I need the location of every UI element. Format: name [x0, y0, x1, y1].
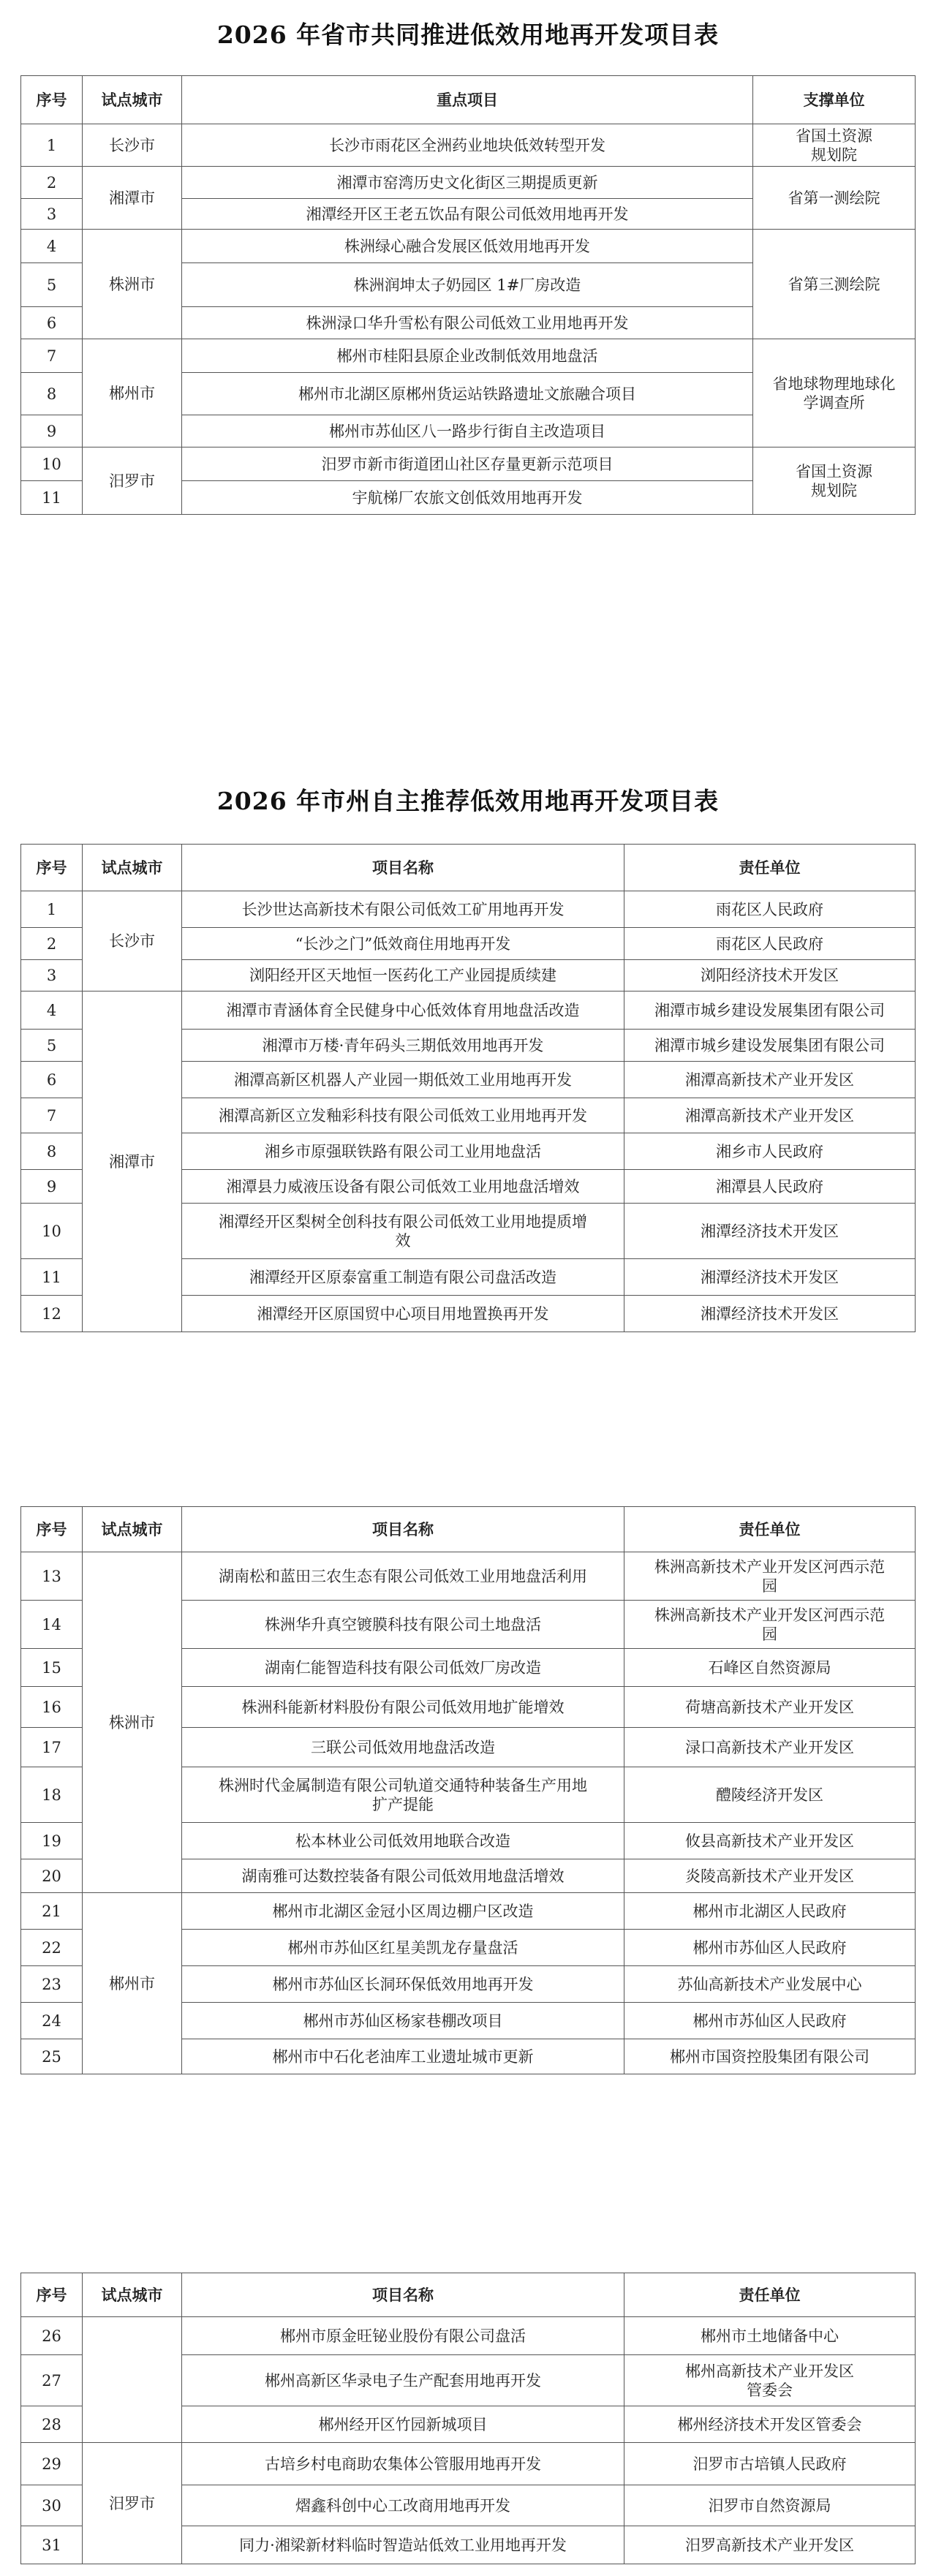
responsible-unit-cell: 湘乡市人民政府: [624, 1133, 916, 1170]
responsible-unit-cell: 郴州市土地储备中心: [624, 2317, 916, 2355]
project-name-cell: 长沙市雨花区全洲药业地块低效转型开发: [182, 124, 753, 167]
row-index: 11: [21, 1259, 83, 1296]
row-index: 1: [21, 124, 83, 167]
row-index: 21: [21, 1893, 83, 1930]
pilot-city-cell: 郴州市: [83, 339, 182, 447]
project-name-cell: 株洲时代金属制造有限公司轨道交通特种装备生产用地 扩产提能: [182, 1767, 624, 1823]
pilot-city-cell: 长沙市: [83, 891, 182, 992]
table2-title: 2026 年市州自主推荐低效用地再开发项目表: [216, 787, 720, 815]
row-index: 9: [21, 415, 83, 447]
row-index: 24: [21, 2003, 83, 2039]
row-index: 29: [21, 2443, 83, 2485]
table-row: [21, 124, 916, 167]
header-responsible-unit: 责任单位: [624, 2273, 916, 2317]
project-name-cell: 郴州市北湖区原郴州货运站铁路遗址文旅融合项目: [182, 373, 753, 415]
project-name-cell: 湘潭经开区原国贸中心项目用地置换再开发: [182, 1296, 624, 1332]
pilot-city-cell: 汨罗市: [83, 447, 182, 515]
row-index: 19: [21, 1823, 83, 1859]
project-name-cell: 松本林业公司低效用地联合改造: [182, 1823, 624, 1859]
row-index: 22: [21, 1930, 83, 1966]
responsible-unit-cell: 郴州高新技术产业开发区 管委会: [624, 2355, 916, 2406]
table-row: [21, 891, 916, 928]
city-recommended-table-part3: [20, 2273, 916, 2564]
project-name-cell: 株洲润坤太子奶园区 1#厂房改造: [182, 263, 753, 307]
row-index: 4: [21, 230, 83, 263]
header-index: 序号: [21, 1507, 83, 1552]
pilot-city-cell: 湘潭市: [83, 992, 182, 1332]
pilot-city-cell: [83, 2317, 182, 2443]
project-name-cell: 湘潭高新区机器人产业园一期低效工业用地再开发: [182, 1062, 624, 1098]
header-city: 试点城市: [83, 76, 182, 124]
project-name-cell: 郴州市苏仙区八一路步行街自主改造项目: [182, 415, 753, 447]
row-index: 1: [21, 891, 83, 928]
pilot-city-cell: 汨罗市: [83, 2443, 182, 2564]
pilot-city-cell: 湘潭市: [83, 167, 182, 230]
header-project-name: 项目名称: [182, 2273, 624, 2317]
row-index: 3: [21, 199, 83, 230]
table1-title: 2026 年省市共同推进低效用地再开发项目表: [216, 20, 720, 49]
row-index: 14: [21, 1601, 83, 1649]
project-name-cell: 郴州市苏仙区长洞环保低效用地再开发: [182, 1966, 624, 2003]
project-name-cell: 湘潭经开区梨树全创科技有限公司低效工业用地提质增 效: [182, 1204, 624, 1259]
responsible-unit-cell: 湘潭县人民政府: [624, 1170, 916, 1204]
project-name-cell: 郴州市苏仙区红星美凯龙存量盘活: [182, 1930, 624, 1966]
project-name-cell: 株洲科能新材料股份有限公司低效用地扩能增效: [182, 1687, 624, 1728]
table-row: [21, 2317, 916, 2355]
project-name-cell: 湘潭市青涵体育全民健身中心低效体育用地盘活改造: [182, 992, 624, 1030]
responsible-unit-cell: 湘潭经济技术开发区: [624, 1204, 916, 1259]
responsible-unit-cell: 雨花区人民政府: [624, 928, 916, 960]
table-row: [21, 1552, 916, 1601]
project-name-cell: 株洲华升真空镀膜科技有限公司土地盘活: [182, 1601, 624, 1649]
row-index: 8: [21, 373, 83, 415]
responsible-unit-cell: 湘潭高新技术产业开发区: [624, 1062, 916, 1098]
responsible-unit-cell: 郴州市苏仙区人民政府: [624, 1930, 916, 1966]
header-responsible-unit: 责任单位: [624, 845, 916, 891]
row-index: 2: [21, 928, 83, 960]
header-city: 试点城市: [83, 1507, 182, 1552]
row-index: 17: [21, 1728, 83, 1767]
responsible-unit-cell: 湘潭高新技术产业开发区: [624, 1098, 916, 1133]
city-recommended-table-part1: [20, 844, 916, 1332]
responsible-unit-cell: 醴陵经济开发区: [624, 1767, 916, 1823]
responsible-unit-cell: 汨罗高新技术产业开发区: [624, 2526, 916, 2564]
header-index: 序号: [21, 845, 83, 891]
row-index: 12: [21, 1296, 83, 1332]
project-name-cell: 宇航梯厂农旅文创低效用地再开发: [182, 481, 753, 515]
project-name-cell: 三联公司低效用地盘活改造: [182, 1728, 624, 1767]
row-index: 7: [21, 339, 83, 373]
project-name-cell: 汨罗市新市街道团山社区存量更新示范项目: [182, 447, 753, 481]
responsible-unit-cell: 郴州市北湖区人民政府: [624, 1893, 916, 1930]
project-name-cell: 古培乡村电商助农集体公管服用地再开发: [182, 2443, 624, 2485]
header-project-name: 项目名称: [182, 845, 624, 891]
responsible-unit-cell: 炎陵高新技术产业开发区: [624, 1859, 916, 1893]
project-name-cell: 湘潭市万楼·青年码头三期低效用地再开发: [182, 1030, 624, 1062]
project-name-cell: 郴州市北湖区金冠小区周边棚户区改造: [182, 1893, 624, 1930]
header-city: 试点城市: [83, 845, 182, 891]
responsible-unit-cell: 石峰区自然资源局: [624, 1649, 916, 1687]
row-index: 6: [21, 1062, 83, 1098]
header-responsible-unit: 责任单位: [624, 1507, 916, 1552]
responsible-unit-cell: 攸县高新技术产业开发区: [624, 1823, 916, 1859]
responsible-unit-cell: 湘潭经济技术开发区: [624, 1296, 916, 1332]
row-index: 18: [21, 1767, 83, 1823]
row-index: 11: [21, 481, 83, 515]
row-index: 7: [21, 1098, 83, 1133]
row-index: 13: [21, 1552, 83, 1601]
row-index: 6: [21, 307, 83, 339]
header-index: 序号: [21, 76, 83, 124]
project-name-cell: 湘乡市原强联铁路有限公司工业用地盘活: [182, 1133, 624, 1170]
row-index: 28: [21, 2406, 83, 2443]
row-index: 2: [21, 167, 83, 199]
table-row: [21, 230, 916, 263]
project-name-cell: 郴州市中石化老油库工业遗址城市更新: [182, 2039, 624, 2074]
responsible-unit-cell: 苏仙高新技术产业发展中心: [624, 1966, 916, 2003]
pilot-city-cell: 株洲市: [83, 1552, 182, 1893]
project-name-cell: 郴州市苏仙区杨家巷棚改项目: [182, 2003, 624, 2039]
table-row: [21, 2443, 916, 2485]
project-name-cell: 株洲渌口华升雪松有限公司低效工业用地再开发: [182, 307, 753, 339]
pilot-city-cell: 株洲市: [83, 230, 182, 339]
responsible-unit-cell: 郴州市国资控股集团有限公司: [624, 2039, 916, 2074]
row-index: 5: [21, 1030, 83, 1062]
row-index: 15: [21, 1649, 83, 1687]
row-index: 10: [21, 447, 83, 481]
project-name-cell: 长沙世达高新技术有限公司低效工矿用地再开发: [182, 891, 624, 928]
project-name-cell: 郴州市桂阳县原企业改制低效用地盘活: [182, 339, 753, 373]
header-city: 试点城市: [83, 2273, 182, 2317]
row-index: 8: [21, 1133, 83, 1170]
row-index: 5: [21, 263, 83, 307]
project-name-cell: 郴州经开区竹园新城项目: [182, 2406, 624, 2443]
project-name-cell: 郴州高新区华录电子生产配套用地再开发: [182, 2355, 624, 2406]
responsible-unit-cell: 荷塘高新技术产业开发区: [624, 1687, 916, 1728]
project-name-cell: 湘潭高新区立发釉彩科技有限公司低效工业用地再开发: [182, 1098, 624, 1133]
row-index: 20: [21, 1859, 83, 1893]
support-unit-cell: 省国土资源 规划院: [753, 447, 916, 515]
project-name-cell: 湖南松和蓝田三农生态有限公司低效工业用地盘活利用: [182, 1552, 624, 1601]
row-index: 30: [21, 2485, 83, 2526]
responsible-unit-cell: 雨花区人民政府: [624, 891, 916, 928]
project-name-cell: 郴州市原金旺铋业股份有限公司盘活: [182, 2317, 624, 2355]
province-city-project-table: [20, 75, 916, 515]
header-project: 重点项目: [182, 76, 753, 124]
responsible-unit-cell: 浏阳经济技术开发区: [624, 960, 916, 992]
row-index: 31: [21, 2526, 83, 2564]
row-index: 25: [21, 2039, 83, 2074]
table-row: [21, 167, 916, 199]
project-name-cell: 湘潭经开区原泰富重工制造有限公司盘活改造: [182, 1259, 624, 1296]
row-index: 3: [21, 960, 83, 992]
support-unit-cell: 省第三测绘院: [753, 230, 916, 339]
row-index: 26: [21, 2317, 83, 2355]
row-index: 16: [21, 1687, 83, 1728]
row-index: 23: [21, 1966, 83, 2003]
responsible-unit-cell: 湘潭市城乡建设发展集团有限公司: [624, 992, 916, 1030]
pilot-city-cell: 长沙市: [83, 124, 182, 167]
responsible-unit-cell: 湘潭经济技术开发区: [624, 1259, 916, 1296]
row-index: 10: [21, 1204, 83, 1259]
support-unit-cell: 省地球物理地球化 学调查所: [753, 339, 916, 447]
table-row: [21, 447, 916, 481]
table-row: [21, 339, 916, 373]
table-row: [21, 1893, 916, 1930]
responsible-unit-cell: 渌口高新技术产业开发区: [624, 1728, 916, 1767]
responsible-unit-cell: 湘潭市城乡建设发展集团有限公司: [624, 1030, 916, 1062]
responsible-unit-cell: 株洲高新技术产业开发区河西示范 园: [624, 1552, 916, 1601]
header-unit: 支撑单位: [753, 76, 916, 124]
responsible-unit-cell: 郴州市苏仙区人民政府: [624, 2003, 916, 2039]
responsible-unit-cell: 株洲高新技术产业开发区河西示范 园: [624, 1601, 916, 1649]
responsible-unit-cell: 汨罗市自然资源局: [624, 2485, 916, 2526]
support-unit-cell: 省国土资源 规划院: [753, 124, 916, 167]
row-index: 4: [21, 992, 83, 1030]
row-index: 9: [21, 1170, 83, 1204]
project-name-cell: 株洲绿心融合发展区低效用地再开发: [182, 230, 753, 263]
responsible-unit-cell: 郴州经济技术开发区管委会: [624, 2406, 916, 2443]
project-name-cell: 湖南仁能智造科技有限公司低效厂房改造: [182, 1649, 624, 1687]
project-name-cell: 湘潭县力威液压设备有限公司低效工业用地盘活增效: [182, 1170, 624, 1204]
project-name-cell: 湘潭市窑湾历史文化街区三期提质更新: [182, 167, 753, 199]
project-name-cell: 湘潭经开区王老五饮品有限公司低效用地再开发: [182, 199, 753, 230]
row-index: 27: [21, 2355, 83, 2406]
header-project-name: 项目名称: [182, 1507, 624, 1552]
project-name-cell: 熠鑫科创中心工改商用地再开发: [182, 2485, 624, 2526]
table-row: [21, 992, 916, 1030]
project-name-cell: 同力·湘梁新材料临时智造站低效工业用地再开发: [182, 2526, 624, 2564]
project-name-cell: 浏阳经开区天地恒一医药化工产业园提质续建: [182, 960, 624, 992]
support-unit-cell: 省第一测绘院: [753, 167, 916, 230]
header-index: 序号: [21, 2273, 83, 2317]
pilot-city-cell: 郴州市: [83, 1893, 182, 2074]
project-name-cell: “长沙之门”低效商住用地再开发: [182, 928, 624, 960]
responsible-unit-cell: 汨罗市古培镇人民政府: [624, 2443, 916, 2485]
city-recommended-table-part2: [20, 1506, 916, 2074]
project-name-cell: 湖南雅可达数控装备有限公司低效用地盘活增效: [182, 1859, 624, 1893]
